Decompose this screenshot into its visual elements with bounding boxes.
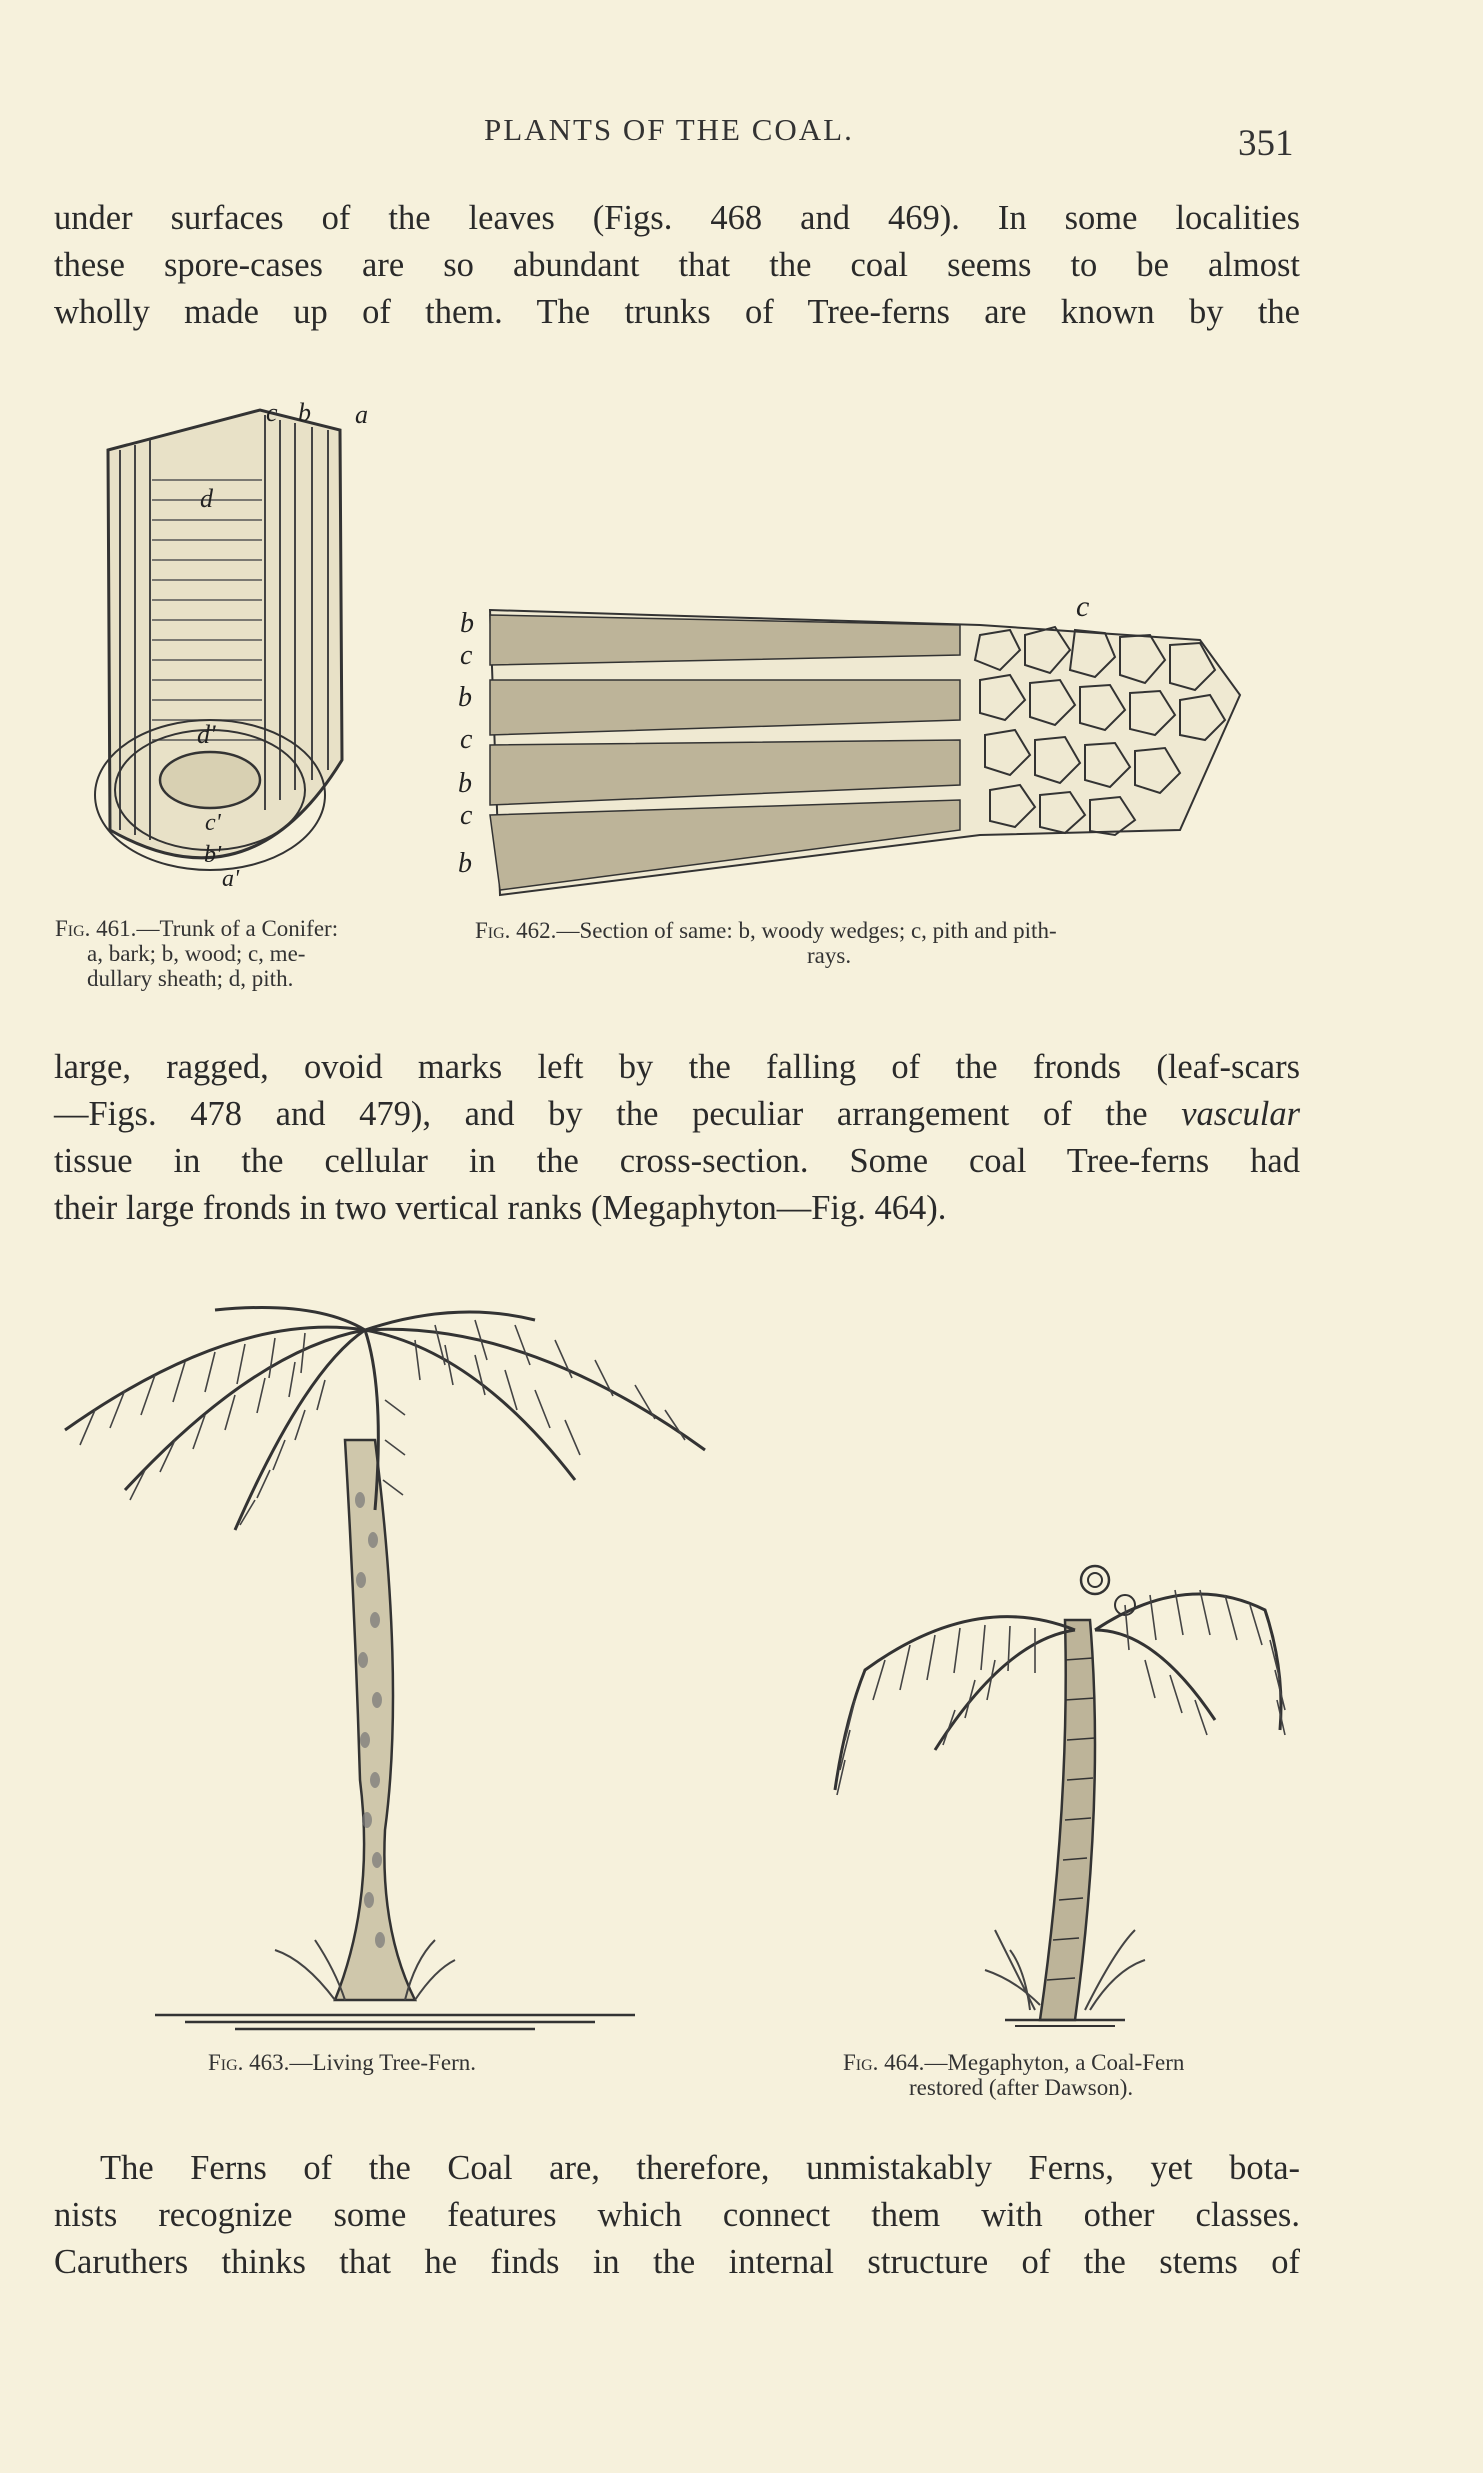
paragraph-line: The Ferns of the Coal are, therefore, unmistakably Ferns, yet bota- xyxy=(100,2149,1300,2187)
fig-463-caption-label: Fig. 463. xyxy=(208,2050,290,2075)
caption-line: restored (after Dawson). xyxy=(909,2075,1134,2100)
paragraph-line: their large fronds in two vertical ranks (Megaphyton—Fig. 464). xyxy=(54,1189,947,1227)
caption-line: —Living Tree-Fern. xyxy=(289,2050,476,2075)
fig-461-label-c-prime: c' xyxy=(205,810,221,836)
paragraph-2 xyxy=(54,1044,1300,1232)
fig-462-label-b2: b xyxy=(458,682,472,713)
fig-461-label-c: c xyxy=(266,398,278,427)
paragraph-line: nists recognize some features which connect them with other classes. xyxy=(54,2196,1300,2234)
paragraph-line: these spore-cases are so abundant that the coal seems to be almost xyxy=(54,246,1300,284)
fig-461-label-a: a xyxy=(355,400,368,429)
paragraph-line-text: —Figs. 478 and 479), and by the peculiar arrangement of the xyxy=(54,1095,1148,1133)
caption-line: dullary sheath; d, pith. xyxy=(87,966,294,991)
paragraph-line: Caruthers thinks that he finds in the internal structure of the stems of xyxy=(54,2243,1300,2281)
fig-464-megaphyton-illustration xyxy=(825,1550,1295,2040)
fig-462-label-c-top: c xyxy=(1076,590,1090,623)
fig-462-label-c1: c xyxy=(460,640,473,671)
running-title: PLANTS OF THE COAL. xyxy=(484,112,854,147)
fig-462-label-b4: b xyxy=(458,848,472,879)
fig-463-tree-fern-illustration xyxy=(55,1280,715,2040)
fig-462-label-b1: b xyxy=(460,608,474,639)
paragraph-line: under surfaces of the leaves (Figs. 468 and 469). In some localities xyxy=(54,199,1300,237)
italic-word: vascular xyxy=(1181,1095,1301,1133)
caption-line: a, bark; b, wood; c, me- xyxy=(87,941,306,966)
fig-462-label-b3: b xyxy=(458,768,472,799)
fig-462-caption-label: Fig. 462. xyxy=(475,918,557,943)
fig-461-label-b: b xyxy=(298,398,311,427)
paragraph-1 xyxy=(54,195,1300,336)
fig-462-label-c3: c xyxy=(460,800,473,831)
paragraph-line: wholly made up of them. The trunks of Tree-ferns are known by the xyxy=(54,293,1300,331)
paragraph-line: tissue in the cellular in the cross-section. Some coal Tree-ferns had xyxy=(54,1142,1300,1180)
fig-462-caption xyxy=(475,918,1275,968)
fig-461-label-a-prime: a' xyxy=(222,866,240,892)
fig-462-label-c2: c xyxy=(460,724,473,755)
caption-line: —Megaphyton, a Coal-Fern xyxy=(924,2050,1185,2075)
paragraph-line: large, ragged, ovoid marks left by the falling of the fronds (leaf-scars xyxy=(54,1048,1300,1086)
fig-461-label-d: d xyxy=(200,484,213,513)
fig-461-caption-label: Fig. 461. xyxy=(55,916,137,941)
caption-line: —Section of same: b, woody wedges; c, pith and pith- xyxy=(556,918,1057,943)
fig-462-section-illustration xyxy=(480,595,1250,905)
paragraph-line xyxy=(54,1091,1300,1138)
fig-461-trunk-illustration xyxy=(90,390,390,910)
fig-464-caption-label: Fig. 464. xyxy=(843,2050,925,2075)
fig-464-caption xyxy=(843,2050,1283,2100)
fig-461-caption xyxy=(55,916,425,991)
caption-line: —Trunk of a Conifer: xyxy=(136,916,339,941)
fig-461-label-d-prime: d' xyxy=(197,720,216,749)
caption-line: rays. xyxy=(807,943,852,968)
page-number: 351 xyxy=(1238,123,1294,164)
paragraph-3 xyxy=(54,2145,1300,2286)
fig-463-caption xyxy=(208,2050,476,2075)
fig-461-label-b-prime: b' xyxy=(204,842,222,868)
